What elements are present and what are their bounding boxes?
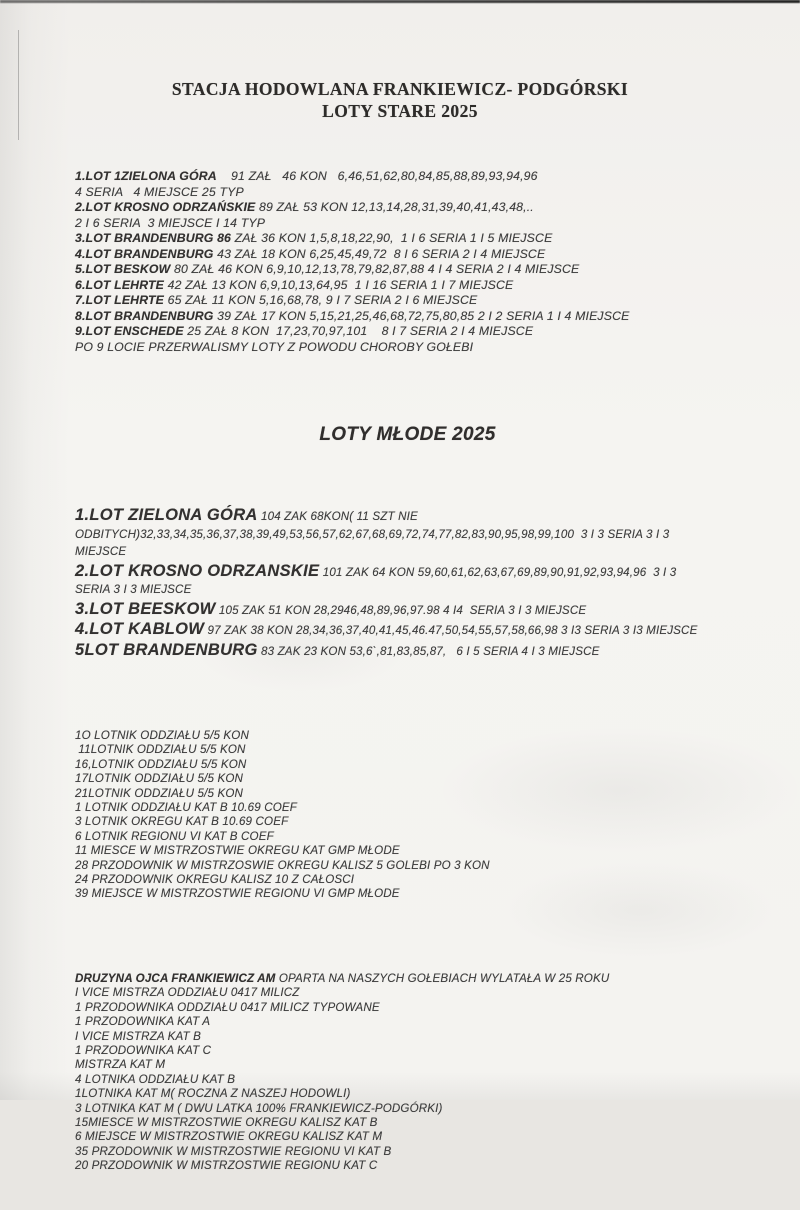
text-line-rest: 4 SERIA 4 MIEJSCE 25 TYP [75,184,244,199]
text-line [75,505,740,526]
loty-stare-section [75,169,740,355]
text-line [75,200,740,216]
druzyna-section [75,972,740,1174]
text-line-rest: 80 ZAŁ 46 KON 6,9,10,12,13,78,79,82,87,88 4 I 4 SERIA 2 I 4 MIEJSCE [170,262,580,276]
text-line-rest: 101 ZAK 64 KON 59,60,61,62,63,67,69,89,90,91,92,93,94,96 3 I 3 [319,565,677,579]
text-line-rest: 43 ZAŁ 18 KON 6,25,45,49,72 8 I 6 SERIA 2 I 4 MIEJSCE [213,246,546,261]
text-line: 21LOTNIK ODDZIAŁU 5/5 KON [75,786,244,800]
text-line: 3 LOTNIK OKREGU KAT B 10.69 COEF [75,815,289,829]
text-line-rest: 97 ZAK 38 KON 28,34,36,37,40,41,45,46.47,50,54,55,57,58,66,98 3 I3 SERIA 3 I3 MIEJSCE [204,624,698,637]
text-line [75,1015,740,1029]
text-line-rest: 1 PRZODOWNIKA ODDZIAŁU 0417 MILICZ TYPOWANE [75,1000,380,1014]
text-line-lead: 4.LOT KABLOW [75,620,205,638]
text-line [75,324,740,340]
text-line [75,231,740,247]
text-line [75,309,740,325]
text-line [75,1116,740,1130]
text-line-lead: DRUZYNA OJCA FRANKIEWICZ AM [75,971,276,985]
scan-artifact-left-line [18,30,19,140]
text-line: 1O LOTNIK ODDZIAŁU 5/5 KON [75,729,249,742]
text-line-lead: 8.LOT BRANDENBURG [75,308,214,323]
text-line [75,599,740,620]
text-line-rest: 25 ZAŁ 8 KON 17,23,70,97,101 8 I 7 SERIA 2 I 4 MIEJSCE [183,324,534,338]
text-line-rest: 1 PRZODOWNIKA KAT C [75,1043,212,1057]
text-line-lead: 6.LOT LEHRTE [75,277,165,292]
text-line-rest: ZAŁ 36 KON 1,5,8,18,22,90, 1 I 6 SERIA 1 I 5 MIEJSCE [231,231,553,245]
text-line-rest: OPARTA NA NASZYCH GOŁEBIACH WYLATAŁA W 25 ROKU [275,971,610,985]
text-line-rest: I VICE MISTRZA ODDZIAŁU 0417 MILICZ [75,986,300,1000]
text-line-rest: MIEJSCE [75,545,127,558]
text-line [75,581,740,599]
text-line: 11 MIESCE W MISTRZOSTWIE OKREGU KAT GMP MŁODE [75,844,400,858]
text-line-rest: 20 PRZODOWNIK W MISTRZOSTWIE REGIONU KAT C [75,1159,378,1173]
text-line [75,619,740,640]
text-line [75,1159,740,1173]
text-line [75,561,740,582]
text-line-rest: SERIA 3 I 3 MIEJSCE [75,583,192,596]
text-line: 16,LOTNIK ODDZIAŁU 5/5 KON [75,757,247,771]
text-line-lead: 1.LOT 1ZIELONA GÓRA [75,169,217,183]
document-title-line2: LOTY STARE 2025 [322,101,478,121]
text-line-rest: 2 I 6 SERIA 3 MIEJSCE I 14 TYP [75,215,266,230]
text-line [75,640,740,661]
text-line [75,1102,740,1116]
loty-mlode-section [75,505,740,660]
document-title-line1: STACJA HODOWLANA FRANKIEWICZ- PODGÓRSKI [171,79,629,99]
text-line-rest: 4 LOTNIKA ODDZIAŁU KAT B [75,1072,236,1086]
text-line-rest: 104 ZAK 68KON( 11 SZT NIE [257,510,418,523]
text-line: 24 PRZODOWNIK OKREGU KALISZ 10 Z CAŁOSCI [75,873,355,887]
text-line: 1 LOTNIK ODDZIAŁU KAT B 10.69 COEF [75,801,298,815]
text-line-lead: 2.LOT KROSNO ODRZANSKIE [75,561,320,580]
text-line [75,1030,740,1044]
text-line-rest: 91 ZAŁ 46 KON 6,46,51,62,80,84,85,88,89,93,94,96 [216,169,538,183]
text-line: 39 MIEJSCE W MISTRZOSTWIE REGIONU VI GMP MŁODE [75,887,400,901]
osiagniecia-mlode-section [75,729,740,902]
text-line [75,278,740,294]
text-line-rest: 65 ZAŁ 11 KON 5,16,68,78, 9 I 7 SERIA 2 I 6 MIEJSCE [164,293,478,307]
text-line [75,293,740,309]
text-line-lead: 1.LOT ZIELONA GÓRA [75,506,258,524]
text-line: 6 LOTNIK REGIONU VI KAT B COEF [75,829,274,843]
scan-artifact-top-edge [0,0,800,3]
text-line-rest: MISTRZA KAT M [75,1058,166,1072]
text-line [75,1001,740,1015]
text-line-rest: I VICE MISTRZA KAT B [75,1029,202,1043]
text-line [75,972,740,986]
text-line [75,986,740,1000]
text-line-rest: PO 9 LOCIE PRZERWALISMY LOTY Z POWODU CHOROBY GOŁEBI [75,339,474,354]
text-line [75,169,740,185]
text-line-rest: ODBITYCH)32,33,34,35,36,37,38,39,49,53,56,57,62,67,68,69,72,74,77,82,83,90,95,98,99,100 3 I 3 SERIA 3 I 3 [75,527,670,541]
text-line [75,216,740,232]
text-line-rest: 15MIESCE W MISTRZOSTWIE OKREGU KALISZ KAT B [75,1115,378,1129]
text-line [75,1087,740,1101]
text-line-rest: 39 ZAŁ 17 KON 5,15,21,25,46,68,72,75,80,85 2 I 2 SERIA 1 I 4 MIEJSCE [213,308,630,323]
text-line-lead: 3.LOT BEESKOW [75,599,216,618]
text-line-rest: 6 MIEJSCE W MISTRZOSTWIE OKREGU KALISZ KAT M [75,1130,383,1144]
text-line-rest: 3 LOTNIKA KAT M ( DWU LATKA 100% FRANKIEWICZ-PODGÓRKI) [75,1101,443,1115]
text-line: 17LOTNIK ODDZIAŁU 5/5 KON [75,772,244,786]
text-line-lead: 7.LOT LEHRTE [75,293,165,307]
document-header [0,0,800,122]
text-line [75,526,740,544]
text-line: 28 PRZODOWNIK W MISTRZOSWIE OKREGU KALISZ 5 GOLEBI PO 3 KON [75,858,490,872]
text-line-lead: 5LOT BRANDENBURG [75,640,258,659]
text-line [75,1073,740,1087]
text-line [75,543,740,561]
text-line-rest: 35 PRZODOWNIK W MISTRZOSTWIE REGIONU VI KAT B [75,1144,392,1158]
loty-mlode-heading: LOTY MŁODE 2025 [319,424,496,445]
text-line-rest: 89 ZAŁ 53 KON 12,13,14,28,31,39,40,41,43,48,.. [255,200,534,214]
text-line [75,1145,740,1159]
text-line [75,262,740,278]
text-line [75,1058,740,1072]
text-line [75,247,740,263]
text-line-lead: 5.LOT BESKOW [75,262,171,276]
text-line-lead: 9.LOT ENSCHEDE [75,324,184,338]
text-line-rest: 1 PRZODOWNIKA KAT A [75,1015,211,1029]
text-line-rest: 105 ZAK 51 KON 28,2946,48,89,96,97.98 4 I4 SERIA 3 I 3 MIEJSCE [215,603,587,617]
text-line-lead: 3.LOT BRANDENBURG 86 [75,231,232,245]
text-line [75,1130,740,1144]
text-line-rest: 1LOTNIKA KAT M( ROCZNA Z NASZEJ HODOWLI) [75,1087,351,1101]
text-line-lead: 4.LOT BRANDENBURG [75,246,214,261]
text-line-rest: 42 ZAŁ 13 KON 6,9,10,13,64,95 1 I 16 SERIA 1 I 7 MIEJSCE [164,277,514,292]
text-line [75,340,740,356]
text-line-lead: 2.LOT KROSNO ODRZAŃSKIE [75,200,256,214]
text-line [75,1044,740,1058]
text-line: 11LOTNIK ODDZIAŁU 5/5 KON [75,743,246,757]
text-line [75,185,740,201]
text-line-rest: 83 ZAK 23 KON 53,6`,81,83,85,87, 6 I 5 SERIA 4 I 3 MIEJSCE [257,644,600,658]
